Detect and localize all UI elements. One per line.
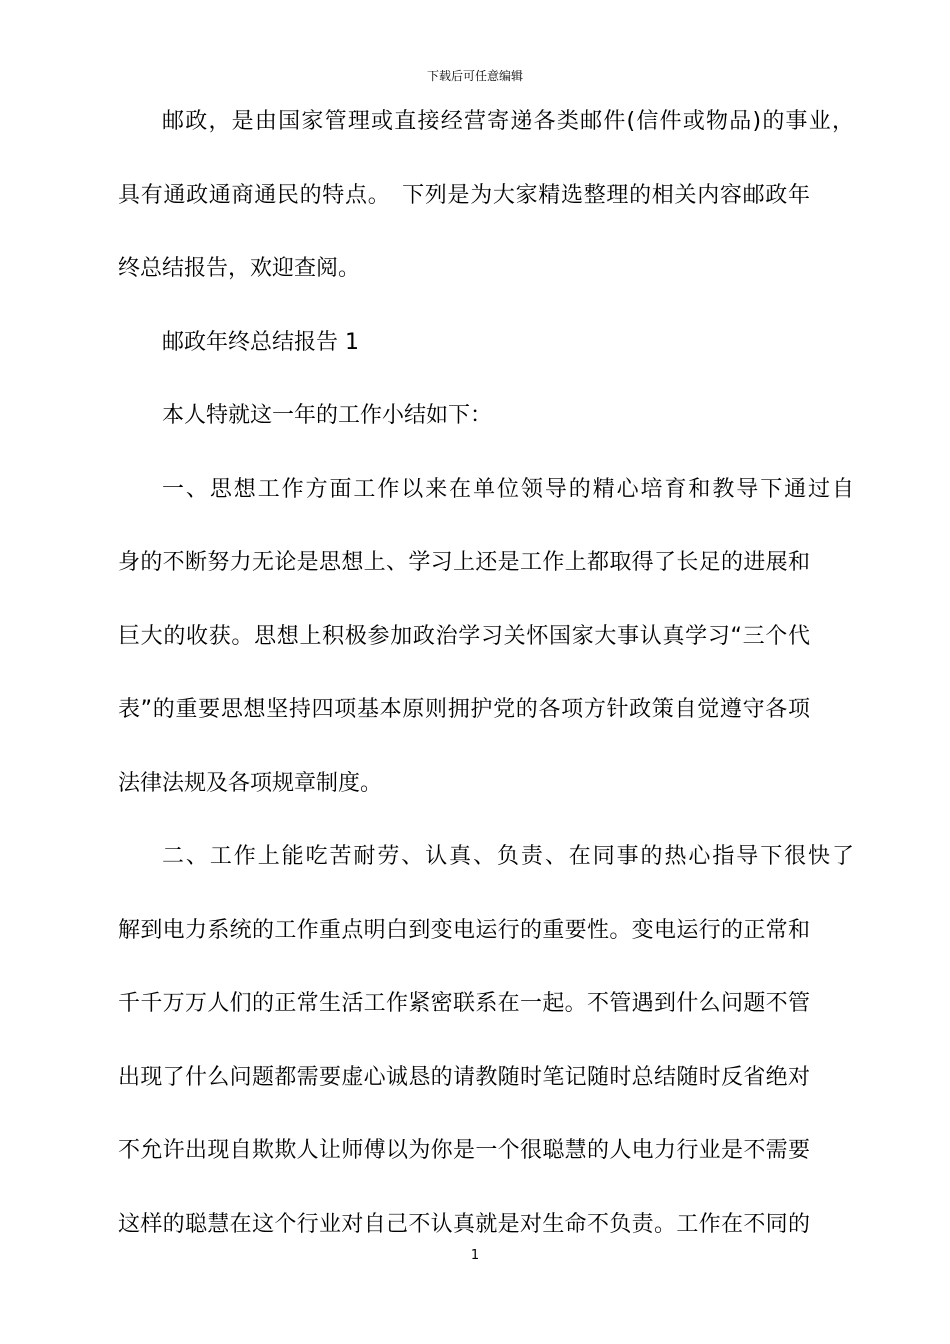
body-line: 邮政，是由国家管理或直接经营寄递各类邮件(信件或物品)的事业，	[162, 109, 854, 134]
body-line: 身的不断努力无论是思想上、学习上还是工作上都取得了长足的进展和	[118, 550, 810, 575]
body-line: 二、工作上能吃苦耐劳、认真、负责、在同事的热心指导下很快了	[162, 844, 854, 869]
body-line: 千千万万人们的正常生活工作紧密联系在一起。不管遇到什么问题不管	[118, 991, 810, 1016]
body-line: 出现了什么问题都需要虚心诚恳的请教随时笔记随时总结随时反省绝对	[118, 1064, 810, 1090]
body-line: 表”的重要思想坚持四项基本原则拥护党的各项方针政策自觉遵守各项	[118, 697, 810, 722]
body-line: 不允许出现自欺欺人让师傅以为你是一个很聪慧的人电力行业是不需要	[118, 1138, 810, 1163]
body-line: 法律法规及各项规章制度。	[118, 770, 383, 796]
body-line: 终总结报告，欢迎查阅。	[118, 256, 361, 281]
body-line: 一、思想工作方面工作以来在单位领导的精心培育和教导下通过自	[162, 476, 854, 502]
body-line: 具有通政通商通民的特点。 下列是为大家精选整理的相关内容邮政年	[118, 182, 810, 208]
page-number: 1	[470, 1248, 480, 1263]
body-line: 巨大的收获。思想上积极参加政治学习关怀国家大事认真学习“三个代	[118, 623, 810, 649]
section-heading: 邮政年终总结报告 1	[162, 329, 359, 355]
body-line: 这样的聪慧在这个行业对自己不认真就是对生命不负责。工作在不同的	[118, 1211, 810, 1237]
body-line: 解到电力系统的工作重点明白到变电运行的重要性。变电运行的正常和	[118, 917, 810, 943]
page-header-note: 下载后可任意编辑	[426, 69, 523, 83]
document-body	[118, 100, 854, 1276]
body-line: 本人特就这一年的工作小结如下：	[162, 403, 493, 428]
